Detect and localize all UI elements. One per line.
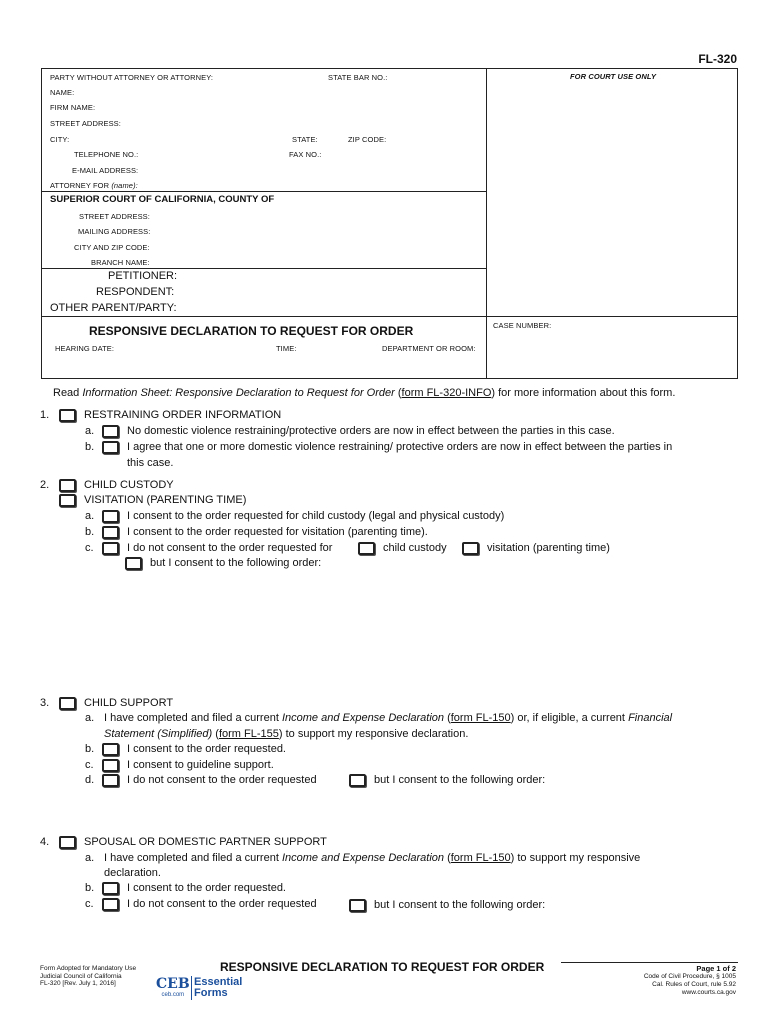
item-text: but I consent to the following order:	[150, 557, 322, 569]
form-id: FL-320	[698, 52, 737, 66]
section-title: SPOUSAL OR DOMESTIC PARTNER SUPPORT	[84, 836, 327, 848]
item-letter: c.	[85, 542, 94, 554]
item-text: I do not consent to the order requested for	[127, 542, 333, 554]
firm-name-label: FIRM NAME:	[50, 103, 96, 112]
section-title: RESTRAINING ORDER INFORMATION	[84, 409, 282, 421]
item-letter: b.	[85, 743, 95, 755]
item-text: I consent to the order requested.	[127, 882, 286, 894]
item-text: I consent to guideline support.	[127, 759, 274, 771]
consent-custody-checkbox[interactable]	[102, 510, 119, 523]
page-number: Page 1 of 2	[696, 964, 736, 973]
item-text: this case.	[127, 457, 174, 469]
section-title: CHILD CUSTODY	[84, 479, 174, 491]
petitioner-label: PETITIONER:	[108, 270, 178, 282]
item-text: I do not consent to the order requested	[127, 774, 317, 786]
section-title: CHILD SUPPORT	[84, 697, 174, 709]
agree-restraining-orders-checkbox[interactable]	[102, 441, 119, 454]
item-letter: b.	[85, 526, 95, 538]
courts-url: www.courts.ca.gov	[681, 989, 736, 996]
court-mailing-label: MAILING ADDRESS:	[78, 227, 151, 236]
attorney-for-label: ATTORNEY FOR (name):	[50, 181, 138, 190]
following-order-checkbox[interactable]	[125, 557, 142, 570]
rules-citation: Cal. Rules of Court, rule 5.92	[652, 981, 736, 988]
court-street-label: STREET ADDRESS:	[79, 212, 150, 221]
divider-line	[41, 191, 487, 192]
consent-order-checkbox[interactable]	[102, 743, 119, 756]
form-fl-150-link[interactable]: form FL-150	[450, 712, 511, 724]
item-letter: a.	[85, 852, 95, 864]
document-title: RESPONSIVE DECLARATION TO REQUEST FOR ORDER	[89, 324, 414, 338]
item-text: I consent to the order requested for child custody (legal and physical custody)	[127, 510, 505, 522]
court-use-label: FOR COURT USE ONLY	[570, 72, 657, 81]
form-fl-155-link[interactable]: form FL-155	[218, 728, 279, 740]
divider-line	[41, 316, 738, 317]
item-text: I consent to the order requested for visitation (parenting time).	[127, 526, 428, 538]
section-number: 3.	[40, 697, 50, 709]
child-custody-option-checkbox[interactable]	[358, 542, 375, 555]
item-letter: a.	[85, 425, 95, 437]
telephone-label: TELEPHONE NO.:	[74, 150, 139, 159]
form-fl-320-info-link[interactable]: form FL-320-INFO	[401, 387, 492, 399]
item-letter: c.	[85, 898, 94, 910]
state-bar-label: STATE BAR NO.:	[328, 73, 388, 82]
street-address-label: STREET ADDRESS:	[50, 119, 121, 128]
respondent-label: RESPONDENT:	[96, 286, 175, 298]
spousal-support-checkbox[interactable]	[59, 836, 76, 849]
visitation-option-checkbox[interactable]	[462, 542, 479, 555]
not-consent-support-checkbox[interactable]	[102, 774, 119, 787]
following-order-support-checkbox[interactable]	[349, 774, 366, 787]
caption-divider	[486, 68, 487, 379]
no-restraining-orders-checkbox[interactable]	[102, 425, 119, 438]
footer-rule	[561, 962, 738, 963]
fax-label: FAX NO.:	[289, 150, 322, 159]
state-label: STATE:	[292, 135, 318, 144]
item-letter: a.	[85, 712, 95, 724]
party-without-attorney-label: PARTY WITHOUT ATTORNEY OR ATTORNEY:	[50, 73, 214, 82]
item-text: I have completed and filed a current Income and Expense Declaration (form FL-150) or, if eligible, a current Financial	[104, 712, 673, 724]
option-label: visitation (parenting time)	[487, 542, 610, 554]
case-number-label: CASE NUMBER:	[493, 321, 552, 330]
child-support-checkbox[interactable]	[59, 697, 76, 710]
court-branch-label: BRANCH NAME:	[91, 258, 150, 267]
other-parent-label: OTHER PARENT/PARTY:	[50, 302, 177, 314]
section-number: 1.	[40, 409, 50, 421]
email-label: E-MAIL ADDRESS:	[72, 166, 139, 175]
option-label: child custody	[383, 542, 447, 554]
item-letter: d.	[85, 774, 95, 786]
item-letter: b.	[85, 882, 95, 894]
footer-title: RESPONSIVE DECLARATION TO REQUEST FOR ORDER	[220, 960, 545, 974]
item-text: declaration.	[104, 867, 161, 879]
name-label: NAME:	[50, 88, 75, 97]
following-order-spousal-checkbox[interactable]	[349, 899, 366, 912]
item-letter: b.	[85, 441, 95, 453]
form-fl-150-link[interactable]: form FL-150	[450, 852, 511, 864]
visitation-checkbox[interactable]	[59, 494, 76, 507]
item-text: No domestic violence restraining/protective orders are now in effect between the parties in this case.	[127, 425, 615, 437]
code-citation: Code of Civil Procedure, § 1005	[643, 973, 736, 980]
ceb-logo: CEB ceb.com	[156, 976, 190, 998]
restraining-order-checkbox[interactable]	[59, 409, 76, 422]
hearing-time-label: TIME:	[276, 344, 297, 353]
consent-spousal-checkbox[interactable]	[102, 882, 119, 895]
item-text: I agree that one or more domestic violence restraining/ protective orders are now in effect between the parties in	[127, 441, 673, 453]
department-label: DEPARTMENT OR ROOM:	[382, 344, 476, 353]
child-custody-checkbox[interactable]	[59, 479, 76, 492]
hearing-date-label: HEARING DATE:	[55, 344, 115, 353]
item-text: I consent to the order requested.	[127, 743, 286, 755]
item-text: I have completed and filed a current Income and Expense Declaration (form FL-150) to support my responsive	[104, 852, 641, 864]
city-label: CITY:	[50, 135, 70, 144]
guideline-support-checkbox[interactable]	[102, 759, 119, 772]
section-title: VISITATION (PARENTING TIME)	[84, 494, 247, 506]
item-text: Statement (Simplified) (form FL-155) to support my responsive declaration.	[104, 728, 469, 740]
item-letter: c.	[85, 759, 94, 771]
adopted-notice: Form Adopted for Mandatory Use Judicial Council of California FL-320 [Rev. July 1, 2016]	[40, 965, 137, 987]
court-city-zip-label: CITY AND ZIP CODE:	[74, 243, 150, 252]
section-number: 4.	[40, 836, 50, 848]
item-text: but I consent to the following order:	[374, 774, 546, 786]
essential-forms-logo: Essential Forms	[194, 976, 243, 999]
zip-code-label: ZIP CODE:	[348, 135, 387, 144]
item-text: but I consent to the following order:	[374, 899, 546, 911]
not-consent-spousal-checkbox[interactable]	[102, 898, 119, 911]
not-consent-checkbox[interactable]	[102, 542, 119, 555]
court-title: SUPERIOR COURT OF CALIFORNIA, COUNTY OF	[50, 194, 275, 205]
consent-visitation-checkbox[interactable]	[102, 526, 119, 539]
divider-line	[41, 268, 487, 269]
item-letter: a.	[85, 510, 95, 522]
item-text: I do not consent to the order requested	[127, 898, 317, 910]
intro-text: Read Information Sheet: Responsive Declaration to Request for Order (form FL-320-INFO) for more information about this form.	[53, 387, 676, 399]
logo-divider	[191, 976, 192, 1000]
section-number: 2.	[40, 479, 50, 491]
